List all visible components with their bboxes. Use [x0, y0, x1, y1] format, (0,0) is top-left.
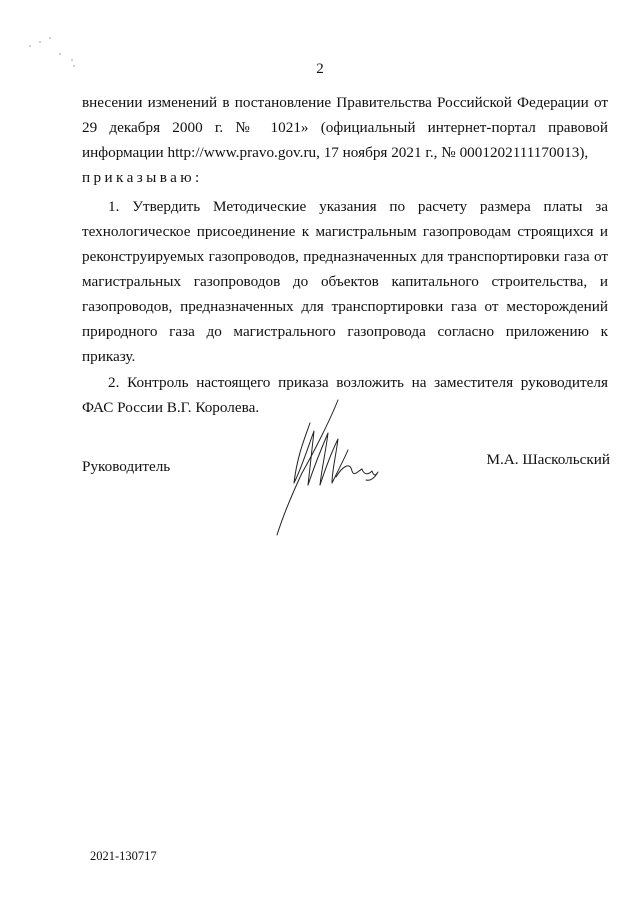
lead-paragraph: внесении изменений в постановление Правительства Российской Федерации от 29 декабря 2000 г. № 1021» (официальный интернет-портал правовой информации http://www.pravo.gov.ru, 17 ноября 2021 г., № 0001202111170013),	[82, 94, 608, 161]
signatory-name: М.А. Шаскольский	[486, 451, 610, 468]
order-item-1: 1. Утвердить Методические указания по расчету размера платы за технологическое присоединение к магистральным газопроводам строящихся и реконструируемых газопроводов, предназначенных для транспортировки газа от магистральных газопроводов до объектов капитального строительства, и газопроводов, предназначенных для транспортировки газа от месторождений природного газа до магистрального газопровода согласно приложению к приказу.	[82, 198, 608, 365]
order-item-2: 2. Контроль настоящего приказа возложить на заместителя руководителя ФАС России В.Г. Королева.	[82, 374, 608, 416]
document-registration-code: 2021-130717	[90, 849, 157, 863]
signatory-role: Руководитель	[82, 458, 171, 475]
order-word: приказываю:	[82, 169, 203, 186]
handwritten-signature	[270, 395, 390, 540]
signature-block	[0, 395, 640, 545]
page-number: 2	[316, 61, 324, 77]
document-body	[82, 90, 608, 420]
